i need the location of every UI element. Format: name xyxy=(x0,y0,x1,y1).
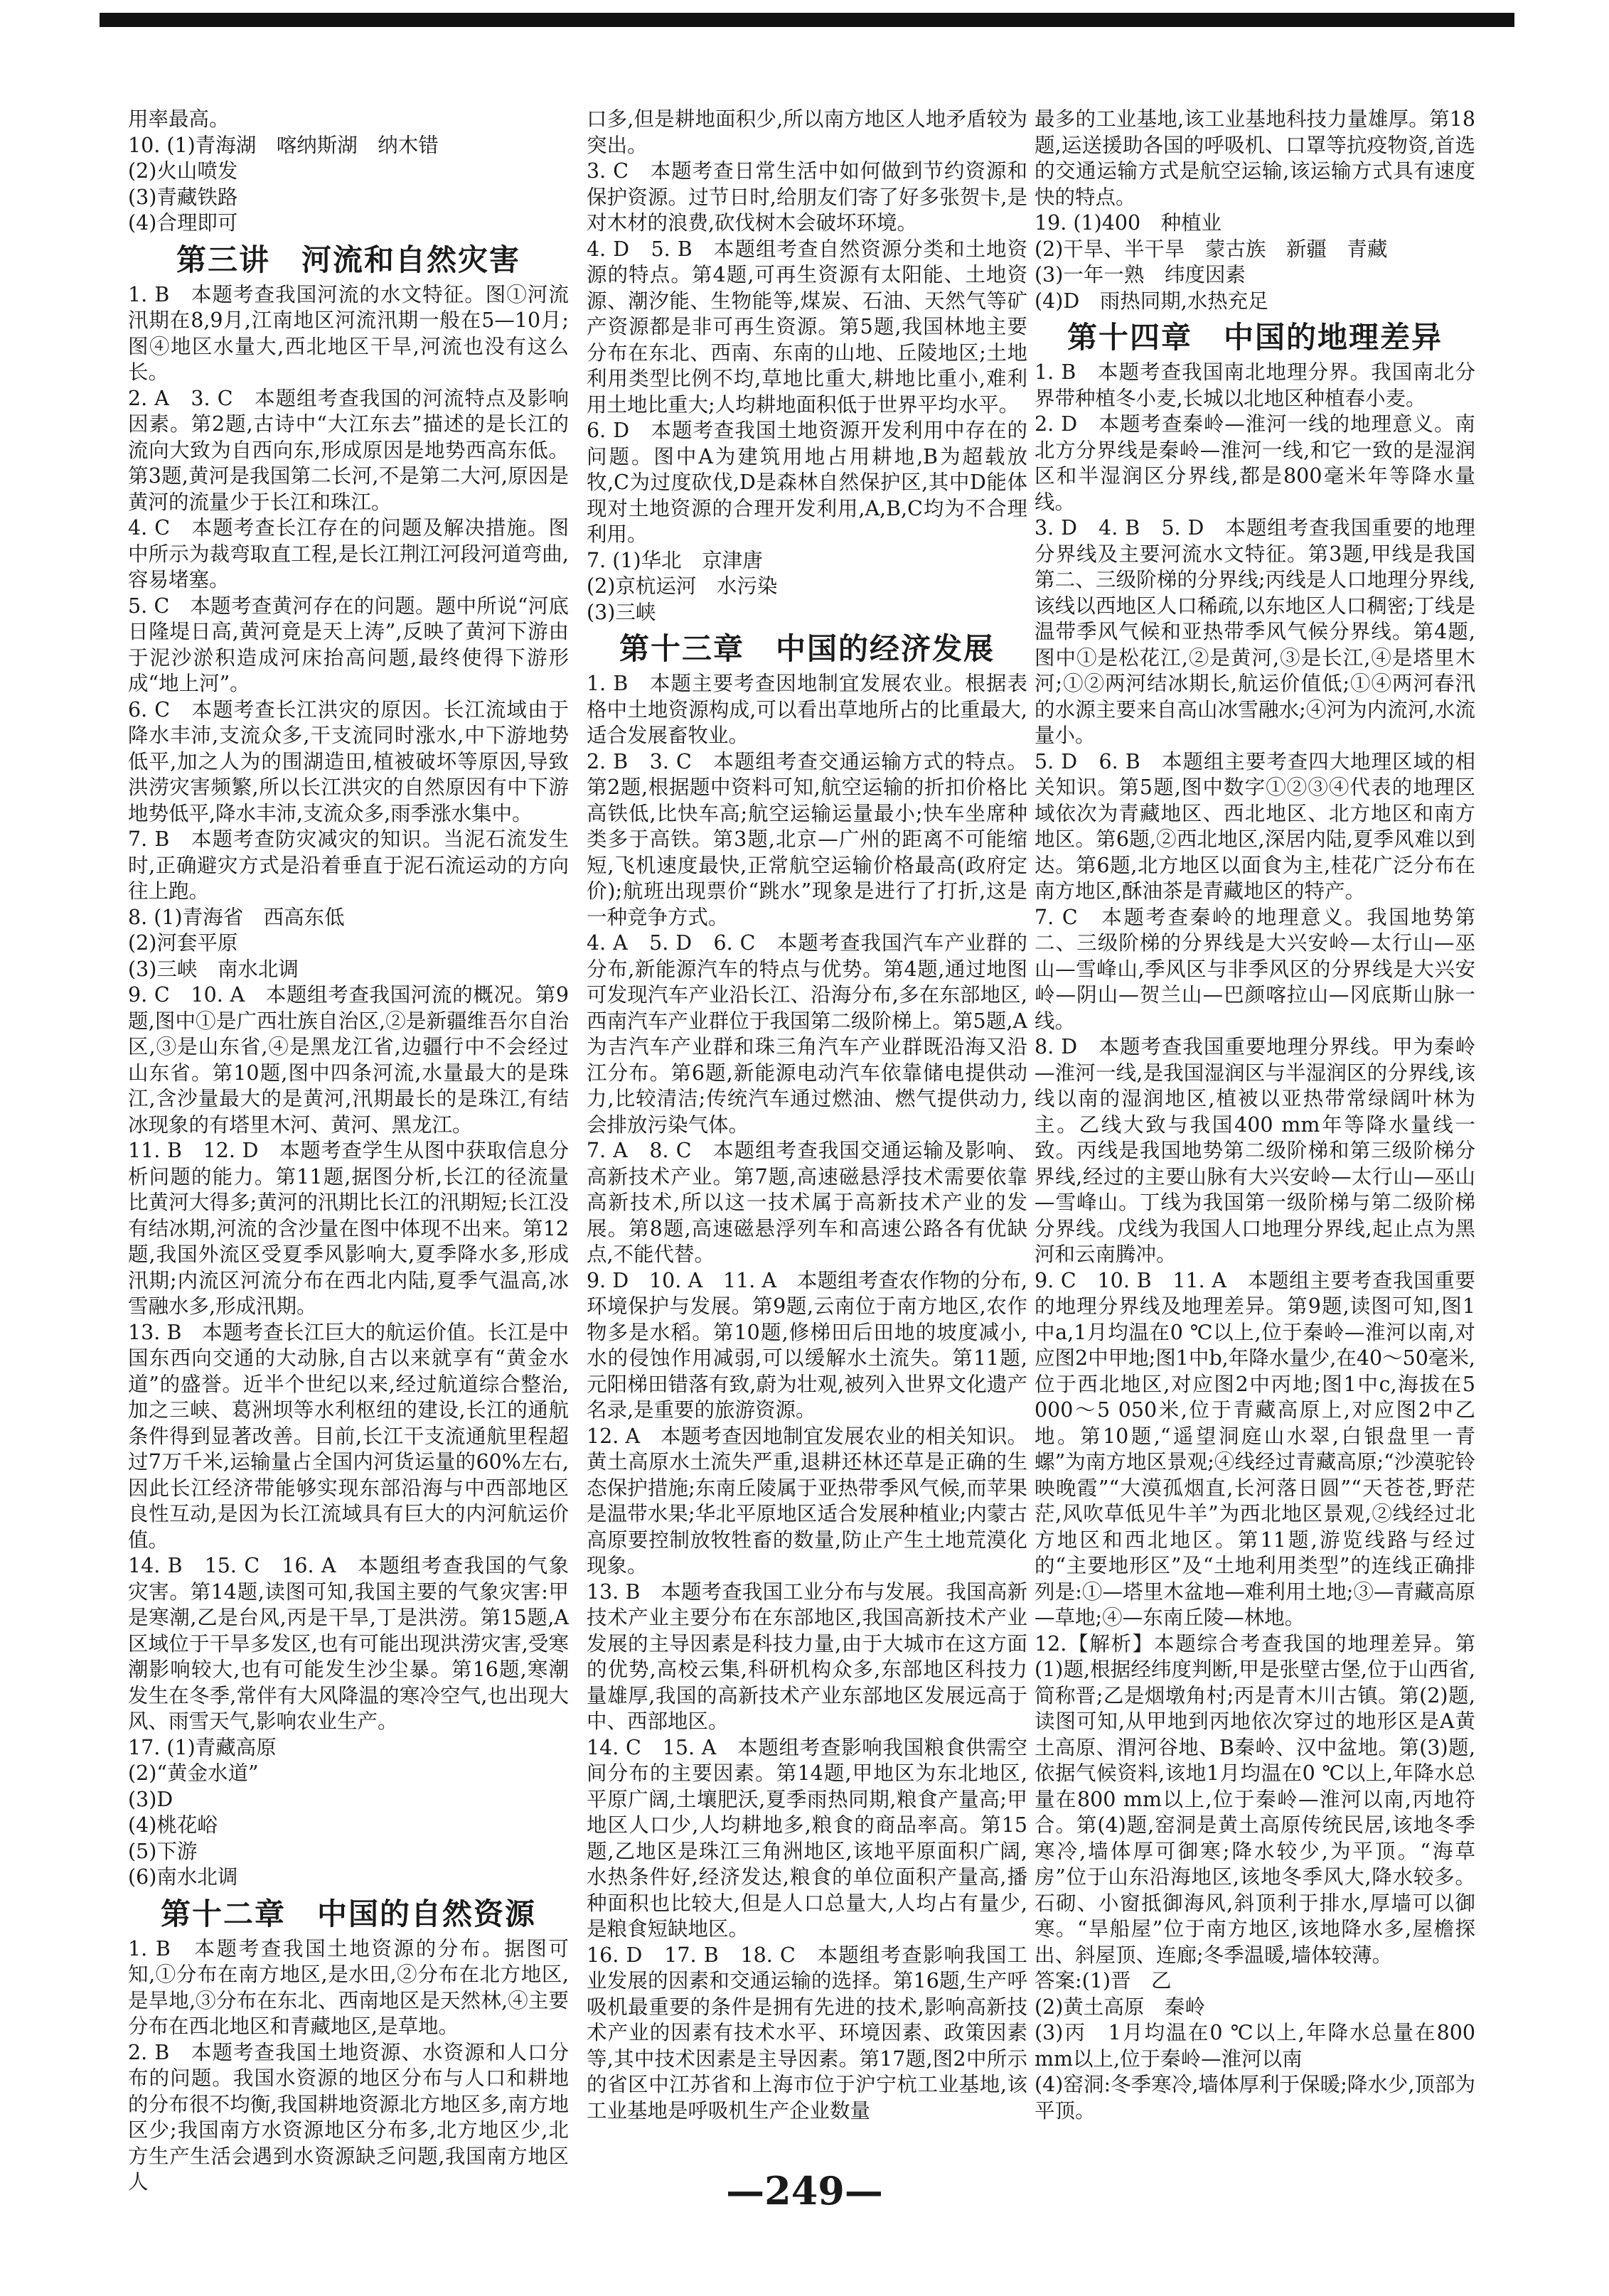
answer-paragraph: 1. B 本题考查我国土地资源的分布。据图可知,①分布在南方地区,是水田,②分布在北方地区,是旱地,③分布在东北、西南地区是天然林,④主要分布在西北地区和青藏地区,是草地。 xyxy=(128,1936,569,2038)
answer-paragraph: 最多的工业基地,该工业基地科技力量雄厚。第18题,运送援助各国的呼吸机、口罩等抗疫物资,首选的交通运输方式是航空运输,该运输方式具有速度快的特点。 xyxy=(1035,107,1475,209)
answer-paragraph: 2. A 3. C 本题组考查我国的河流特点及影响因素。第2题,古诗中“大江东去”描述的是长江的流向大致为自西向东,形成原因是地势西高东低。第3题,黄河是我国第二长河,不是第二大河,原因是黄河的流量少于长江和珠江。 xyxy=(128,386,569,514)
chapter-heading: 第十二章 中国的自然资源 xyxy=(160,1896,536,1931)
chapter-heading: 第十三章 中国的经济发展 xyxy=(619,631,995,666)
answer-paragraph: 答案:(1)晋 乙 xyxy=(1035,1969,1172,1992)
column-middle xyxy=(587,107,1027,2124)
answer-paragraph: 11. B 12. D 本题考查学生从图中获取信息分析问题的能力。第11题,据图分析,长江的径流量比黄河大得多;黄河的汛期比长江的汛期短;长江没有结冰期,河流的含沙量在图中体现不出来。第12题,我国外流区受夏季风影响大,夏季降水多,形成汛期;内流区河流分布在西北内陆,夏季气温高,冰雪融水多,形成汛期。 xyxy=(128,1139,569,1318)
answer-paragraph: 1. B 本题主要考查因地制宜发展农业。根据表格中土地资源构成,可以看出草地所占的比重最大,适合发展畜牧业。 xyxy=(587,672,1027,747)
answer-paragraph: (3)D xyxy=(128,1787,173,1811)
answer-paragraph: 9. D 10. A 11. A 本题组考查农作物的分布,环境保护与发展。第9题,云南位于南方地区,农作物多是水稻。第10题,修梯田后田地的坡度减小,水的侵蚀作用减弱,可以缓解水土流失。第11题,元阳梯田错落有致,蔚为壮观,被列入世界文化遗产名录,是重要的旅游资源。 xyxy=(587,1268,1027,1422)
answer-paragraph: (5)下游 xyxy=(128,1839,198,1863)
answer-paragraph: (3)三峡 xyxy=(587,600,656,624)
answer-paragraph: (3)丙 1月均温在0 ℃以上,年降水总量在800 mm以上,位于秦岭—淮河以南 xyxy=(1035,2021,1475,2071)
answer-paragraph: (4)窑洞:冬季寒冷,墙体厚利于保暖;降水少,顶部为平顶。 xyxy=(1035,2073,1475,2123)
answer-paragraph: 17. (1)青藏高原 xyxy=(128,1735,277,1759)
answer-paragraph: (3)一年一熟 纬度因素 xyxy=(1035,263,1246,286)
answer-paragraph: 8. (1)青海省 西高东低 xyxy=(128,905,345,929)
answer-paragraph: 12.【解析】本题综合考查我国的地理差异。第(1)题,根据经纬度判断,甲是张壁古堡,位于山西省,简称晋;乙是烟墩角村;丙是青木川古镇。第(2)题,读图可知,从甲地到丙地依次穿过的地形区是A黄土高原、渭河谷地、B秦岭、汉中盆地。第(3)题,依据气候资料,该地1月均温在0 ℃以上,年降水总量在800 mm以上,位于秦岭—淮河以南,丙地符合。第(4)题,窑洞是黄土高原传统民居,该地冬季寒冷,墙体厚可御寒;降水较少,为平顶。“海草房”位于山东沿海地区,该地冬季风大,降水较多。石砌、小窗抵御海风,斜顶利于排水,厚墙可以御寒。“旱船屋”位于南方地区,该地降水多,屋檐探出、斜屋顶、连廊;冬季温暖,墙体较薄。 xyxy=(1035,1631,1475,1967)
answer-paragraph: (6)南水北调 xyxy=(128,1865,238,1889)
answer-paragraph: 6. C 本题考查长江洪灾的原因。长江流域由于降水丰沛,支流众多,干支流同时涨水,中下游地势低平,加之人为的围湖造田,植被破坏等原因,导致洪涝灾害频繁,所以长江洪灾的自然原因有中下游地势低平,降水丰沛,支流众多,雨季涨水集中。 xyxy=(128,697,569,825)
answer-paragraph: 8. D 本题考查我国重要地理分界线。甲为秦岭—淮河一线,是我国湿润区与半湿润区的分界线,该线以南的湿润地区,植被以亚热带常绿阔叶林为主。乙线大致与我国400 mm年等降水量线一致。丙线是我国地势第二级阶梯和第三级阶梯分界线,经过的主要山脉有大兴安岭—太行山—巫山—雪峰山。丁线为我国第一级阶梯与第二级阶梯分界线。戊线为我国人口地理分界线,起止点为黑河和云南腾冲。 xyxy=(1035,1035,1475,1266)
answer-paragraph: 用率最高。 xyxy=(128,107,230,131)
top-rule xyxy=(100,13,1514,27)
answer-paragraph: (2)黄土高原 秦岭 xyxy=(1035,1995,1205,2019)
answer-paragraph: 9. C 10. B 11. A 本题组主要考查我国重要的地理分界线及地理差异。第9题,读图可知,图1中a,1月均温在0 ℃以上,位于秦岭—淮河以南,对应图2中甲地;图1中b,年降水量少,在40～50毫米,位于西北地区,对应图2中丙地;图1中c,海拔在5 000～5 050米,位于青藏高原上,对应图2中乙地。第10题,“遥望洞庭山水翠,白银盘里一青螺”为南方地区景观;④线经过青藏高原;“沙漠驼铃映晚霞”“大漠孤烟直,长河落日圆”“天苍苍,野茫茫,风吹草低见牛羊”为西北地区景观,②线经过北方地区和西北地区。第11题,游览线路与经过的“主要地形区”及“土地利用类型”的连线正确排列是:①—塔里木盆地—难利用土地;③—青藏高原—草地;④—东南丘陵—林地。 xyxy=(1035,1268,1475,1629)
answer-paragraph: 4. C 本题考查长江存在的问题及解决措施。图中所示为裁弯取直工程,是长江荆江河段河道弯曲,容易堵塞。 xyxy=(128,516,569,591)
answer-paragraph: 1. B 本题考查我国河流的水文特征。图①河流汛期在8,9月,江南地区河流汛期一般在5—10月;图④地区水量大,西北地区干旱,河流也没有这么长。 xyxy=(128,282,569,384)
page-number: —249— xyxy=(726,2168,883,2214)
answer-paragraph: 19. (1)400 种植业 xyxy=(1035,211,1222,235)
answer-paragraph: 3. D 4. B 5. D 本题组考查我国重要的地理分界线及主要河流水文特征。第3题,甲线是我国第二、三级阶梯的分界线;丙线是人口地理分界线,该线以西地区人口稀疏,以东地区人口稠密;丁线是温带季风气候和亚热带季风气候分界线。第4题,图中①是松花江,②是黄河,③是长江,④是塔里木河;①②两河结冰期长,航运价值低;①④两河春汛的水源主要来自高山冰雪融水;④河为内流河,水流量小。 xyxy=(1035,516,1475,747)
chapter-heading: 第十四章 中国的地理差异 xyxy=(1067,320,1443,355)
column-left xyxy=(128,107,569,2196)
answer-paragraph: 14. B 15. C 16. A 本题组考查我国的气象灾害。第14题,读图可知,我国主要的气象灾害:甲是寒潮,乙是台风,丙是干旱,丁是洪涝。第15题,A区域位于干旱多发区,也有可能出现洪涝灾害,受寒潮影响较大,也有可能发生沙尘暴。第16题,寒潮发生在冬季,常伴有大风降温的寒冷空气,也出现大风、雨雪天气,影响农业生产。 xyxy=(128,1554,569,1733)
answer-paragraph: 4. A 5. D 6. C 本题考查我国汽车产业群的分布,新能源汽车的特点与优势。第4题,通过地图可发现汽车产业沿长江、沿海分布,多在东部地区,西南汽车产业群位于我国第二级阶梯上。第5题,A为吉汽车产业群和珠三角汽车产业群既沿海又沿江分布。第6题,新能源电动汽车依靠储电提供动力,比较清洁;传统汽车通过燃油、燃气提供动力,会排放污染气体。 xyxy=(587,931,1027,1137)
answer-paragraph: 5. C 本题考查黄河存在的问题。题中所说“河底日隆堤日高,黄河竟是天上涛”,反映了黄河下游由于泥沙淤积造成河床抬高问题,最终使得下游形成“地上河”。 xyxy=(128,594,569,695)
answer-paragraph: (4)桃花峪 xyxy=(128,1813,218,1837)
answer-paragraph: 5. D 6. B 本题组主要考查四大地理区域的相关知识。第5题,图中数字①②③④代表的地理区域依次为青藏地区、西北地区、北方地区和南方地区。第6题,②西北地区,深居内陆,夏季风难以到达。第6题,北方地区以面食为主,桂花广泛分布在南方地区,酥油茶是青藏地区的特产。 xyxy=(1035,749,1475,903)
answer-paragraph: 2. B 本题考查我国土地资源、水资源和人口分布的问题。我国水资源的地区分布与人口和耕地的分布很不均衡,我国耕地资源北方地区多,南方地区少;我国南方水资源地区分布多,北方地区少,北方生产生活会遇到水资源缺乏问题,我国南方地区人 xyxy=(128,2040,569,2194)
answer-paragraph: 7. (1)华北 京津唐 xyxy=(587,548,763,572)
answer-paragraph: (3)三峡 南水北调 xyxy=(128,957,299,981)
answer-paragraph: 2. B 3. C 本题组考查交通运输方式的特点。第2题,根据题中资料可知,航空运输的折扣价格比高铁低,比快车高;航空运输运量最小;快车坐席种类多于高铁。第3题,北京—广州的距离不可能缩短,飞机速度最快,正常航空运输价格最高(政府定价);航班出现票价“跳水”现象是进行了打折,这是一种竞争方式。 xyxy=(587,749,1027,929)
answer-paragraph: (2)火山喷发 xyxy=(128,159,238,183)
column-right xyxy=(1035,107,1475,2124)
answer-paragraph: (4)合理即可 xyxy=(128,211,238,235)
answer-paragraph: 7. C 本题考查秦岭的地理意义。我国地势第二、三级阶梯的分界线是大兴安岭—太行山—巫山—雪峰山,季风区与非季风区的分界线是大兴安岭—阴山—贺兰山—巴颜喀拉山—冈底斯山脉一线。 xyxy=(1035,905,1475,1033)
answer-paragraph: (2)河套平原 xyxy=(128,931,238,955)
answer-paragraph: (3)青藏铁路 xyxy=(128,185,238,209)
answer-paragraph: 2. D 本题考查秦岭—淮河一线的地理意义。南北方分界线是秦岭—淮河一线,和它一致的是湿润区和半湿润区分界线,都是800毫米年等降水量线。 xyxy=(1035,412,1475,514)
answer-paragraph: 16. D 17. B 18. C 本题组考查影响我国工业发展的因素和交通运输的选择。第16题,生产呼吸机最重要的条件是拥有先进的技术,影响高新技术产业的因素有技术水平、环境因素、政策因素等,其中技术因素是主导因素。第17题,图2中所示的省区中江苏省和上海市位于沪宁杭工业基地,该工业基地是呼吸机生产企业数量 xyxy=(587,1943,1027,2123)
answer-paragraph: 1. B 本题考查我国南北地理分界。我国南北分界带种植冬小麦,长城以北地区种植春小麦。 xyxy=(1035,360,1475,410)
answer-paragraph: 9. C 10. A 本题组考查我国河流的概况。第9题,图中①是广西壮族自治区,②是新疆维吾尔自治区,③是山东省,④是黑龙江省,边疆行中不会经过山东省。第10题,图中四条河流,水量最大的是珠江,含沙量最大的是黄河,汛期最长的是珠江,有结冰现象的有塔里木河、黄河、黑龙江。 xyxy=(128,983,569,1137)
answer-paragraph: 4. D 5. B 本题组考查自然资源分类和土地资源的特点。第4题,可再生资源有太阳能、土地资源、潮汐能、生物能等,煤炭、石油、天然气等矿产资源都是非可再生资源。第5题,我国林地主要分布在东北、西南、东南的山地、丘陵地区;土地利用类型比例不均,草地比重大,耕地比重小,难利用土地比重大;人均耕地面积低于世界平均水平。 xyxy=(587,237,1027,417)
answer-paragraph: (2)“黄金水道” xyxy=(128,1761,259,1785)
chapter-heading: 第三讲 河流和自然灾害 xyxy=(176,242,520,277)
answer-paragraph: 10. (1)青海湖 喀纳斯湖 纳木错 xyxy=(128,133,439,157)
answer-paragraph: (4)D 雨热同期,水热充足 xyxy=(1035,289,1268,313)
answer-paragraph: (2)干旱、半干旱 蒙古族 新疆 青藏 xyxy=(1035,237,1388,261)
answer-paragraph: 13. B 本题考查长江巨大的航运价值。长江是中国东西向交通的大动脉,自古以来就享有“黄金水道”的盛誉。近半个世纪以来,经过航道综合整治,加之三峡、葛洲坝等水利枢纽的建设,长江的通航条件得到显著改善。目前,长江干支流通航里程超过7万千米,运输量占全国内河货运量的60%左右,因此长江经济带能够实现东部沿海与中西部地区良性互动,是因为长江流域具有巨大的内河航运价值。 xyxy=(128,1320,569,1552)
answer-paragraph: 7. B 本题考查防灾减灾的知识。当泥石流发生时,正确避灾方式是沿着垂直于泥石流运动的方向往上跑。 xyxy=(128,827,569,903)
answer-paragraph: 14. C 15. A 本题组考查影响我国粮食供需空间分布的主要因素。第14题,甲地区为东北地区,平原广阔,土壤肥沃,夏季雨热同期,粮食产量高;甲地区人口少,人均耕地多,粮食的商品率高。第15题,乙地区是珠江三角洲地区,该地平原面积广阔,水热条件好,经济发达,粮食的单位面积产量高,播种面积也比较大,但是人口总量大,人均占有量少,是粮食短缺地区。 xyxy=(587,1735,1027,1941)
answer-paragraph: 口多,但是耕地面积少,所以南方地区人地矛盾较为突出。 xyxy=(587,107,1027,157)
answer-paragraph: 13. B 本题考查我国工业分布与发展。我国高新技术产业主要分布在东部地区,我国高新技术产业发展的主导因素是科技力量,由于大城市在这方面的优势,高校云集,科研机构众多,东部地区科技力量雄厚,我国的高新技术产业东部地区发展远高于中、西部地区。 xyxy=(587,1579,1027,1733)
answer-paragraph: 12. A 本题考查因地制宜发展农业的相关知识。黄土高原水土流失严重,退耕还林还草是正确的生态保护措施;东南丘陵属于亚热带季风气候,而苹果是温带水果;华北平原地区适合发展种植业;内蒙古高原要控制放牧牲畜的数量,防止产生土地荒漠化现象。 xyxy=(587,1424,1027,1577)
answer-paragraph: (2)京杭运河 水污染 xyxy=(587,574,778,598)
answer-paragraph: 6. D 本题考查我国土地资源开发利用中存在的问题。图中A为建筑用地占用耕地,B为超载放牧,C为过度砍伐,D是森林自然保护区,其中D能体现对土地资源的合理开发利用,A,B,C均为不合理利用。 xyxy=(587,419,1027,546)
answer-paragraph: 7. A 8. C 本题组考查我国交通运输及影响、高新技术产业。第7题,高速磁悬浮技术需要依靠高新技术,所以这一技术属于高新技术产业的发展。第8题,高速磁悬浮列车和高速公路各有优缺点,不能代替。 xyxy=(587,1139,1027,1266)
answer-paragraph: 3. C 本题考查日常生活中如何做到节约资源和保护资源。过节日时,给朋友们寄了好多张贺卡,是对木材的浪费,砍伐树木会破坏环境。 xyxy=(587,159,1027,235)
